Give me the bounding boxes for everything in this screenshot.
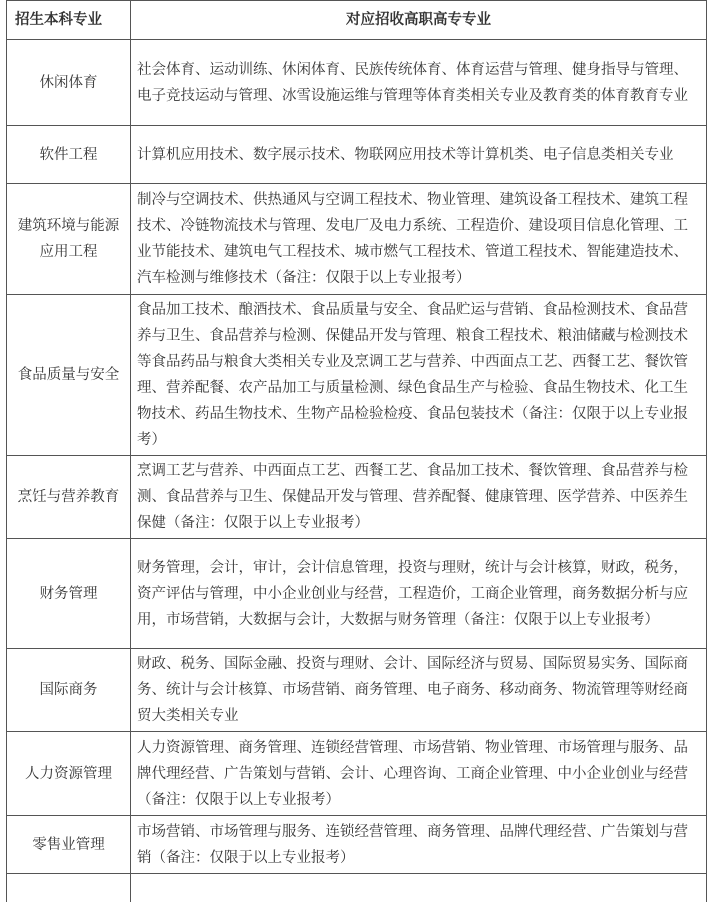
table-row (7, 40, 707, 126)
table-row (7, 816, 707, 874)
table-row-partial (7, 874, 707, 902)
table-row (7, 456, 707, 539)
vocational-majors-cell-partial (131, 874, 707, 902)
majors-table (6, 0, 707, 902)
major-cell: 休闲体育 (7, 40, 131, 126)
table-row (7, 126, 707, 184)
table-row (7, 732, 707, 816)
major-cell: 食品质量与安全 (7, 295, 131, 456)
major-cell: 烹饪与营养教育 (7, 456, 131, 539)
table-row (7, 295, 707, 456)
vocational-majors-cell: 制冷与空调技术、供热通风与空调工程技术、物业管理、建筑设备工程技术、建筑工程技术、冷链物流技术与管理、发电厂及电力系统、工程造价、建设项目信息化管理、工业节能技术、建筑电气工程技术、城市燃气工程技术、管道工程技术、智能建造技术、汽车检测与维修技术（备注：仅限于以上专业报考） (131, 184, 707, 295)
vocational-majors-cell: 食品加工技术、酿酒技术、食品质量与安全、食品贮运与营销、食品检测技术、食品营养与卫生、食品营养与检测、保健品开发与管理、粮食工程技术、粮油储藏与检测技术等食品药品与粮食大类相关专业及烹调工艺与营养、中西面点工艺、西餐工艺、餐饮管理、营养配餐、农产品加工与质量检测、绿色食品生产与检验、食品生物技术、化工生物技术、药品生物技术、生物产品检验检疫、食品包装技术（备注：仅限于以上专业报考） (131, 295, 707, 456)
major-cell: 零售业管理 (7, 816, 131, 874)
major-cell: 建筑环境与能源应用工程 (7, 184, 131, 295)
major-cell: 人力资源管理 (7, 732, 131, 816)
major-cell: 国际商务 (7, 649, 131, 732)
vocational-majors-cell: 计算机应用技术、数字展示技术、物联网应用技术等计算机类、电子信息类相关专业 (131, 126, 707, 184)
vocational-majors-cell: 人力资源管理、商务管理、连锁经营管理、市场营销、物业管理、市场管理与服务、品牌代理经营、广告策划与营销、会计、心理咨询、工商企业管理、中小企业创业与经营（备注：仅限于以上专业报考） (131, 732, 707, 816)
table-header-row (7, 1, 707, 40)
major-cell: 软件工程 (7, 126, 131, 184)
vocational-majors-cell: 市场营销、市场管理与服务、连锁经营管理、商务管理、品牌代理经营、广告策划与营销（备注：仅限于以上专业报考） (131, 816, 707, 874)
vocational-majors-cell: 财政、税务、国际金融、投资与理财、会计、国际经济与贸易、国际贸易实务、国际商务、统计与会计核算、市场营销、商务管理、电子商务、移动商务、物流管理等财经商贸大类相关专业 (131, 649, 707, 732)
vocational-majors-cell: 烹调工艺与营养、中西面点工艺、西餐工艺、食品加工技术、餐饮管理、食品营养与检测、食品营养与卫生、保健品开发与管理、营养配餐、健康管理、医学营养、中医养生保健（备注：仅限于以上专业报考） (131, 456, 707, 539)
table-row (7, 184, 707, 295)
header-vocational-majors: 对应招收高职高专专业 (131, 1, 707, 40)
major-cell-partial (7, 874, 131, 902)
vocational-majors-cell: 财务管理，会计，审计，会计信息管理，投资与理财，统计与会计核算，财政，税务，资产评估与管理，中小企业创业与经营，工程造价，工商企业管理，商务数据分析与应用，市场营销，大数据与会计，大数据与财务管理（备注：仅限于以上专业报考） (131, 539, 707, 649)
major-cell: 财务管理 (7, 539, 131, 649)
table-row (7, 539, 707, 649)
vocational-majors-cell: 社会体育、运动训练、休闲体育、民族传统体育、体育运营与管理、健身指导与管理、电子竞技运动与管理、冰雪设施运维与管理等体育类相关专业及教育类的体育教育专业 (131, 40, 707, 126)
table-row (7, 649, 707, 732)
header-undergraduate-major: 招生本科专业 (7, 1, 131, 40)
